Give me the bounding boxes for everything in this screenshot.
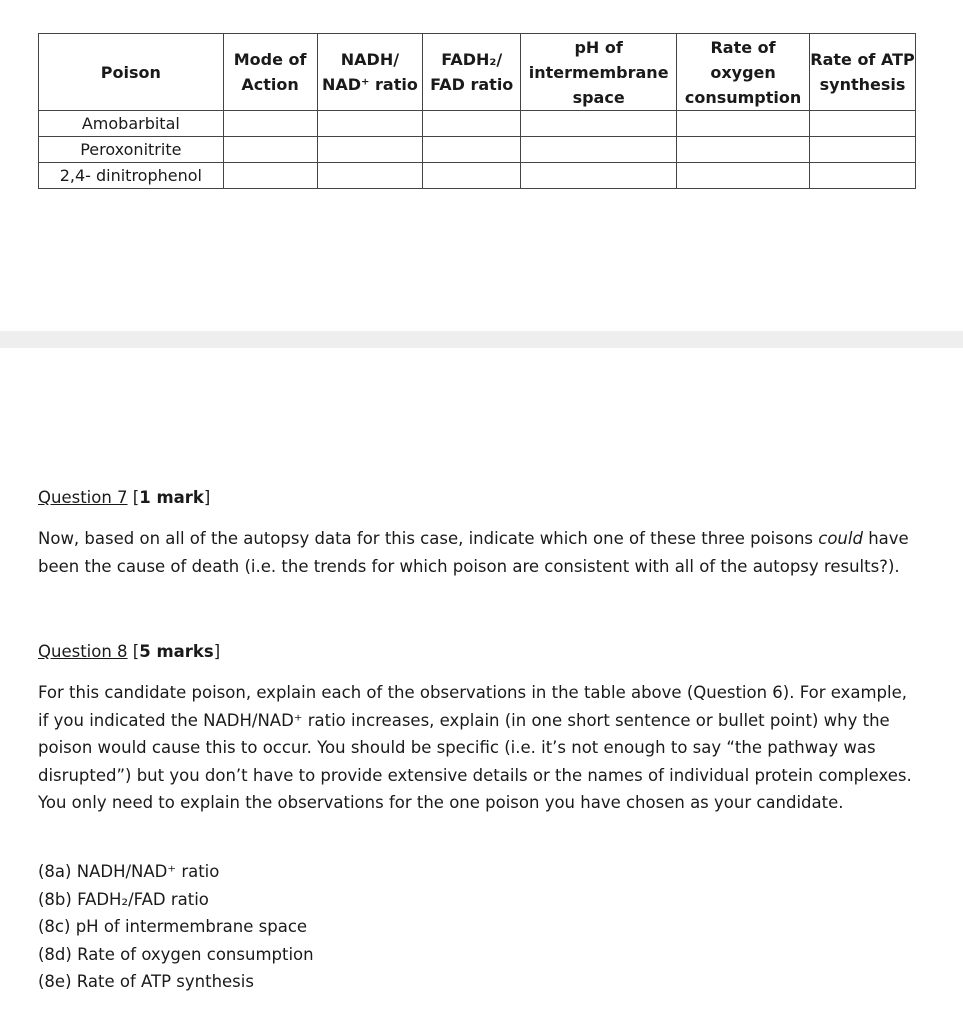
page-break-band xyxy=(0,331,963,348)
question-7-heading: Question 7 [1 mark] xyxy=(38,488,211,507)
empty-cell[interactable] xyxy=(317,111,423,137)
empty-cell[interactable] xyxy=(317,137,423,163)
header-oxygen: Rate of oxygen consumption xyxy=(677,34,810,111)
header-poison: Poison xyxy=(39,34,224,111)
poison-name-cell: Amobarbital xyxy=(39,111,224,137)
empty-cell[interactable] xyxy=(423,137,521,163)
empty-cell[interactable] xyxy=(677,111,810,137)
header-atp: Rate of ATP synthesis xyxy=(810,34,916,111)
empty-cell[interactable] xyxy=(677,137,810,163)
table-row xyxy=(39,137,916,163)
empty-cell[interactable] xyxy=(223,111,317,137)
empty-cell[interactable] xyxy=(423,111,521,137)
question-7-title: Question 7 xyxy=(38,488,128,507)
question-7-mark: 1 mark xyxy=(139,488,204,507)
empty-cell[interactable] xyxy=(810,163,916,189)
subpart-8a: (8a) NADH/NAD⁺ ratio xyxy=(38,862,220,881)
question-8-heading: Question 8 [5 marks] xyxy=(38,642,221,661)
header-ph: pH of intermembrane space xyxy=(521,34,677,111)
subpart-8b: (8b) FADH₂/FAD ratio xyxy=(38,889,209,909)
empty-cell[interactable] xyxy=(317,163,423,189)
question-8-text: For this candidate poison, explain each of the observations in the table above (Question 6). For example, if you indicated the NADH/NAD⁺ ratio increases, explain (in one short sentence or bullet point) why the poison would cause this to occur. You should be specific (i.e. it’s not enough to say “the pathway was disrupted”) but you don’t have to provide extensive details or the names of individual protein complexes. You only need to explain the observations for the one poison you have chosen as your candidate. xyxy=(38,683,912,812)
table-row xyxy=(39,111,916,137)
question-7-emphasis: could xyxy=(818,529,863,548)
empty-cell[interactable] xyxy=(810,111,916,137)
empty-cell[interactable] xyxy=(521,163,677,189)
header-fadh2-ratio: FADH₂/ FAD ratio xyxy=(423,34,521,111)
poison-name-cell: 2,4- dinitrophenol xyxy=(39,163,224,189)
question-8-subparts xyxy=(38,858,918,996)
empty-cell[interactable] xyxy=(521,111,677,137)
table-header-row xyxy=(39,34,916,111)
empty-cell[interactable] xyxy=(223,163,317,189)
header-nadh-ratio: NADH/ NAD⁺ ratio xyxy=(317,34,423,111)
poison-table xyxy=(38,33,916,189)
subpart-8e: (8e) Rate of ATP synthesis xyxy=(38,972,254,991)
subpart-8c: (8c) pH of intermembrane space xyxy=(38,917,308,936)
question-8-title: Question 8 xyxy=(38,642,128,661)
empty-cell[interactable] xyxy=(423,163,521,189)
empty-cell[interactable] xyxy=(223,137,317,163)
subpart-8d: (8d) Rate of oxygen consumption xyxy=(38,944,314,964)
header-mode-of-action: Mode of Action xyxy=(223,34,317,111)
empty-cell[interactable] xyxy=(677,163,810,189)
question-8-mark: 5 marks xyxy=(139,642,214,661)
poison-name-cell: Peroxonitrite xyxy=(39,137,224,163)
table-row xyxy=(39,163,916,189)
empty-cell[interactable] xyxy=(521,137,677,163)
question-7-text: Now, based on all of the autopsy data for this case, indicate which one of these three poisons could have been the cause of death (i.e. the trends for which poison are consistent with all of the autopsy results?). xyxy=(38,529,909,576)
empty-cell[interactable] xyxy=(810,137,916,163)
